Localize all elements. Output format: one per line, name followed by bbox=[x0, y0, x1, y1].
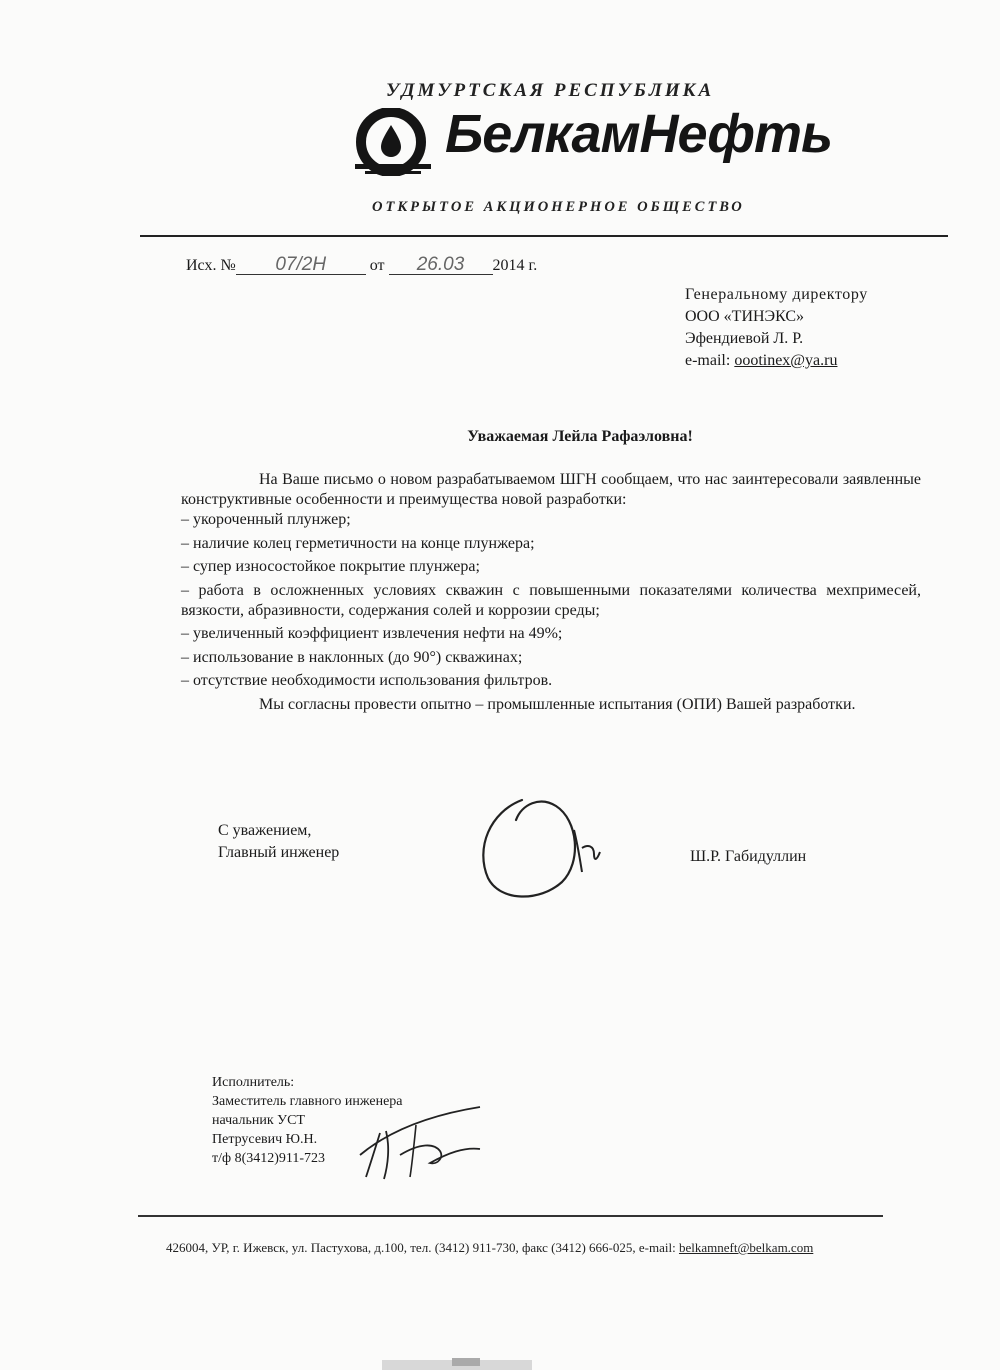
closing-block bbox=[218, 820, 339, 864]
signature-main bbox=[470, 790, 620, 910]
footer-divider bbox=[138, 1215, 883, 1217]
closing-position: Главный инженер bbox=[218, 844, 340, 861]
oil-drop-logo-icon bbox=[353, 108, 439, 176]
addressee-email-label: e-mail: bbox=[685, 352, 735, 369]
executor-name: Петрусевич Ю.Н. bbox=[212, 1132, 318, 1147]
outgoing-date-value: 26.03 bbox=[389, 256, 493, 275]
addressee-email-link[interactable]: oootinex@ya.ru bbox=[734, 352, 838, 369]
header-divider bbox=[140, 235, 948, 237]
company-brand-name: БелкамНефть bbox=[445, 104, 833, 164]
addressee-block bbox=[685, 284, 868, 372]
signer-name: Ш.Р. Габидуллин bbox=[690, 848, 807, 865]
list-item: – использование в наклонных (до 90°) скважинах; bbox=[181, 648, 523, 666]
addressee-position: Генеральному директору bbox=[685, 286, 868, 303]
advantages-list bbox=[181, 510, 921, 691]
signature-executor bbox=[330, 1085, 500, 1185]
list-item: – наличие колец герметичности на конце плунжера; bbox=[181, 534, 535, 552]
body-intro: На Ваше письмо о новом разрабатываемом ШГН сообщаем, что нас заинтересовали заявленные конструктивные особенности и преимущества новой разработки: bbox=[181, 471, 921, 508]
list-item: – супер износостойкое покрытие плунжера; bbox=[181, 558, 480, 575]
outgoing-year: 2014 г. bbox=[492, 257, 538, 274]
outgoing-date-label: от bbox=[369, 257, 385, 274]
list-item: – отсутствие необходимости использования фильтров. bbox=[181, 672, 553, 689]
company-type: ОТКРЫТОЕ АКЦИОНЕРНОЕ ОБЩЕСТВО bbox=[372, 199, 745, 215]
footer-contacts bbox=[166, 1240, 813, 1256]
outgoing-number-label: Исх. № bbox=[186, 257, 236, 274]
list-item: – укороченный плунжер; bbox=[181, 511, 351, 528]
outgoing-number-line bbox=[186, 256, 537, 275]
executor-department: начальник УСТ bbox=[212, 1113, 305, 1128]
outgoing-number-value: 07/2Н bbox=[236, 256, 366, 275]
closing-regards: С уважением, bbox=[218, 822, 312, 839]
executor-label: Исполнитель: bbox=[212, 1075, 295, 1090]
letter-body bbox=[181, 470, 921, 715]
list-item: – работа в осложненных условиях скважин с повышенными показателями количества мехпримесей, вязкости, абразивности, содержания солей и коррозии среды; bbox=[181, 581, 921, 619]
salutation: Уважаемая Лейла Рафаэловна! bbox=[467, 428, 693, 445]
scan-artifact bbox=[382, 1356, 532, 1370]
addressee-name: Эфендиевой Л. Р. bbox=[685, 330, 804, 347]
region-title: УДМУРТСКАЯ РЕСПУБЛИКА bbox=[386, 80, 715, 101]
addressee-email-row bbox=[685, 350, 868, 372]
addressee-company: ООО «ТИНЭКС» bbox=[685, 308, 805, 325]
body-conclusion: Мы согласны провести опытно – промышленные испытания (ОПИ) Вашей разработки. bbox=[259, 695, 856, 713]
executor-position: Заместитель главного инженера bbox=[212, 1094, 403, 1109]
executor-phone: т/ф 8(3412)911-723 bbox=[212, 1151, 326, 1166]
footer-address: 426004, УР, г. Ижевск, ул. Пастухова, д.100, тел. (3412) 911-730, факс (3412) 666-025, e-mail: bbox=[166, 1240, 679, 1255]
list-item: – увеличенный коэффициент извлечения нефти на 49%; bbox=[181, 625, 563, 642]
footer-email-link[interactable]: belkamneft@belkam.com bbox=[678, 1240, 814, 1255]
